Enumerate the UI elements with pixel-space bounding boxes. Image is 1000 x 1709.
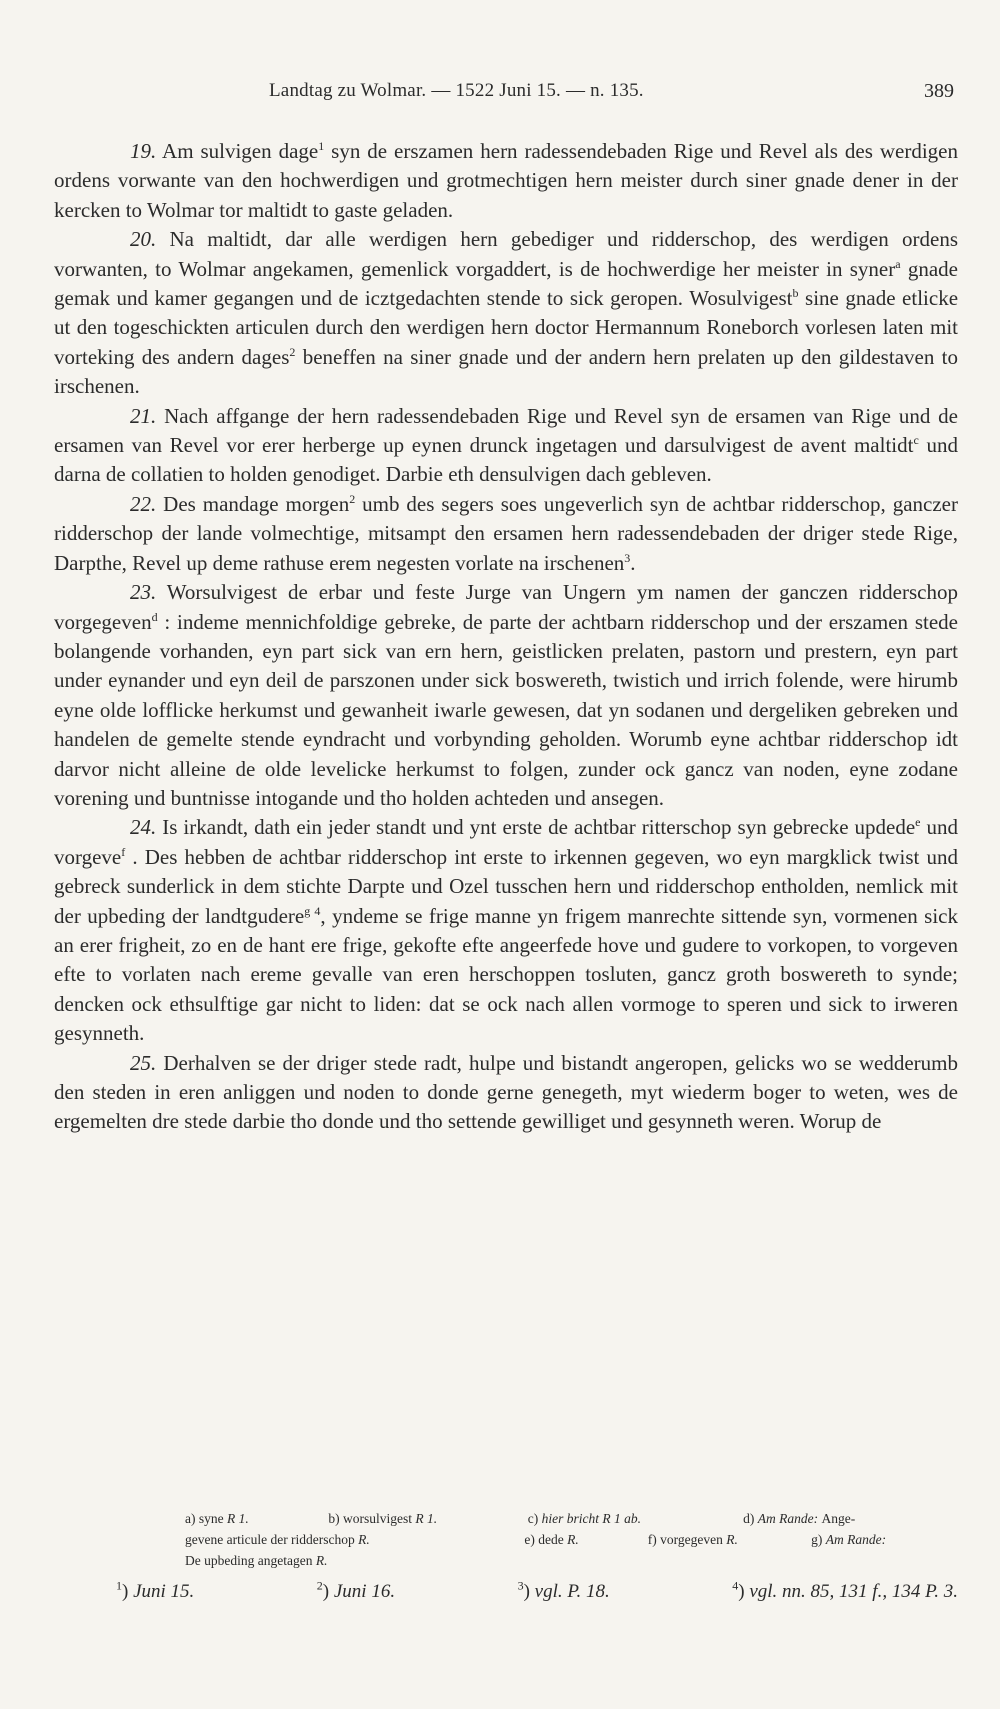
note-marker: b [792,286,799,301]
footnote-paren: ) [322,1581,330,1602]
note-marker: 2 [289,344,296,359]
paragraph-24 [54,813,958,1048]
paragraph-number: 23. [130,580,157,605]
paragraph-22 [54,490,958,578]
text-run: umb des segers soes ungeverlich syn de achtbar ridderschop, ganczer ridderschop der lande volmechtige, mitsampt den ersamen hern radessendebaden der driger stede Rige, Darpthe, Revel up deme rathuse erem negesten vorlate na irschenen [54,491,958,575]
text-run: und darna de collatien to holden genodiget. Darbie eth densulvigen dach gebleven. [54,433,959,487]
paragraph-number: 20. [130,227,157,252]
note-marker: e [915,815,921,830]
paragraph-number: 22. [130,491,157,516]
text-run: Derhalven se der driger stede radt, hulpe und bistandt angeropen, gelicks wo se wedderumb den steden in eren anliggen und noden to donde gerne genegeth, myt wiederm boger to weten, wes de ergemelten dre stede darbie tho donde und tho settende gewilliget und gesynneth weren. Worup de [54,1050,958,1134]
footnote-number: 4 [732,1578,739,1593]
text-run: Nach affgange der hern radessendebaden Rige und Revel syn de ersamen van Rige und de ersamen van Revel vor erer herberge up eynen drunck ingetagen und darsulvigest de avent maltidt [54,403,958,458]
apparatus-line-3 [185,1550,958,1571]
apparatus-note-c: c) hier bricht R 1 ab. [527,1511,641,1526]
text-run: beneffen na siner gnade und der andern hern prelaten up den gildestaven to irschenen. [54,344,958,399]
page-number: 389 [924,80,954,102]
text-run: Worsulvigest de erbar und feste Jurge van Ungern ym namen der ganczen ridderschop vorgegeven [54,580,958,634]
page-header [54,72,958,112]
apparatus-note-e: e) dede R. [524,1532,579,1547]
footnote-text: Juni 16. [333,1581,396,1602]
footnote-3 [517,1578,610,1603]
paragraph-23 [54,578,958,813]
apparatus-note-b: b) worsulvigest R 1. [328,1511,438,1526]
text-run: : indeme mennichfoldige gebreke, de parte der achtbarn ridderschop und der erszamen stede bolangende vorhanden, eyn part sick van ern hern, geistlicken prelaten, pastorn und prestern, eyn part under eynander und eyn deil de parszonen under sick boswereth, twistich und irrich folende, were hirumb eyne olde lofflicke herkumst und gewanheit iwarle gewesen, dat yn sodanen und dergeliken gebreken und handelen de gemelte stende eyndracht und vorbynding geholden. Worumb eyne achtbar ridderschop idt darvor nicht alleine de olde levelicke herkumst to folgen, zunder ock gancz van noden, eyne zodane vorening und buntnisse intogande und tho holden achteden und ansegen. [54,609,958,810]
note-marker: d [151,609,158,624]
footnote-text: vgl. nn. 85, 131 f., 134 P. 3. [749,1581,958,1602]
footnotes [116,1578,958,1603]
text-run: Is irkandt, dath ein jeder standt und ynt erste de achtbar ritterschop syn gebrecke updede [156,815,916,840]
footnote-text: Juni 15. [133,1581,195,1602]
note-marker: c [913,433,919,448]
paragraph-number: 24. [130,815,157,840]
footnote-number: 1 [116,1578,122,1593]
main-text [54,137,958,1137]
note-marker: 3 [624,550,631,565]
apparatus-note-g: g) Am Rande: [811,1532,887,1547]
note-marker: a [895,256,901,271]
paragraph-25 [54,1049,958,1137]
paragraph-number: 25. [130,1050,157,1075]
apparatus-note-f: f) vorgegeven R. [647,1532,738,1547]
footnote-paren: ) [738,1581,745,1602]
paragraph-20 [54,225,958,401]
apparatus-line-1 [185,1508,958,1529]
footnote-paren: ) [122,1581,129,1602]
text-run: , yndeme se frige manne yn frigem manrechte sittende syn, vormenen sick an erer frigheit, zo en de hant ere frige, gekofte efte angeerfede hove und gudere to vorkopen, to vorgeven efte to vorlaten nach ereme gevalle van eren herschoppen tosluten, gancz groth boswereth to synde; dencken ock ethsulftige gar nicht to liden: dat se ock nach allen vormoge to speren und sick to irweren gesynneth. [54,903,958,1046]
footnote-2 [316,1578,396,1603]
footnote-paren: ) [523,1581,530,1602]
text-run: . Des hebben de achtbar ridderschop int erste to irkennen gegeven, wo eyn margklick twist und gebreck sunderlick in dem stichte Darpte und Ozel tusschen hern und ridderschop entholden, nemlick mit der upbeding der landtgudere [54,844,958,928]
footnote-1 [116,1578,195,1603]
text-run: gnade gemak und kamer gegangen und de icztgedachten stende to sick geropen. Wosulvigest [54,256,958,311]
footnote-text: vgl. P. 18. [534,1581,610,1602]
footnote-number: 2 [316,1578,323,1593]
paragraph-21 [54,402,958,490]
text-run: syn de erszamen hern radessendebaden Rige und Revel als des werdigen ordens vorwante van den hochwerdigen und grotmechtigen hern meister durch siner gnade dener in der kercken to Wolmar tor maltidt to gaste geladen. [54,139,958,222]
text-run: . [630,550,636,575]
text-run: Na maltidt, dar alle werdigen hern gebediger und ridderschop, des werdigen ordens vorwanten, to Wolmar angekamen, gemenlick vorgaddert, is de hochwerdige her meister in syner [54,227,958,281]
footnote-4 [732,1578,958,1603]
note-marker: 2 [349,491,356,506]
paragraph-number: 19. [130,139,157,163]
note-marker: f [121,844,126,859]
critical-apparatus [185,1508,958,1571]
footnote-number: 3 [517,1578,524,1593]
apparatus-note-a: a) syne R 1. [185,1511,249,1526]
text-run: sine gnade etlicke ut den togeschickten articulen durch den werdigen hern doctor Hermannum Roneborch vorlesen laten mit vorteking des andern dages [54,286,959,369]
running-head: Landtag zu Wolmar. — 1522 Juni 15. — n. 135. [269,80,644,101]
apparatus-note-d: d) Am Rande: Ange- [743,1511,856,1526]
text-run: und vorgeve [54,815,959,869]
paragraph-number: 21. [130,403,157,428]
text-run: Des mandage morgen [156,491,350,516]
note-marker: g 4 [304,903,321,918]
text-run: Am sulvigen dage [156,139,319,163]
apparatus-note-g-cont: De upbeding angetagen R. [185,1553,328,1568]
apparatus-line-2 [185,1529,958,1550]
note-marker: 1 [318,139,325,153]
paragraph-19 [54,137,958,225]
apparatus-note-d-cont: gevene articule der ridderschop R. [185,1532,370,1547]
